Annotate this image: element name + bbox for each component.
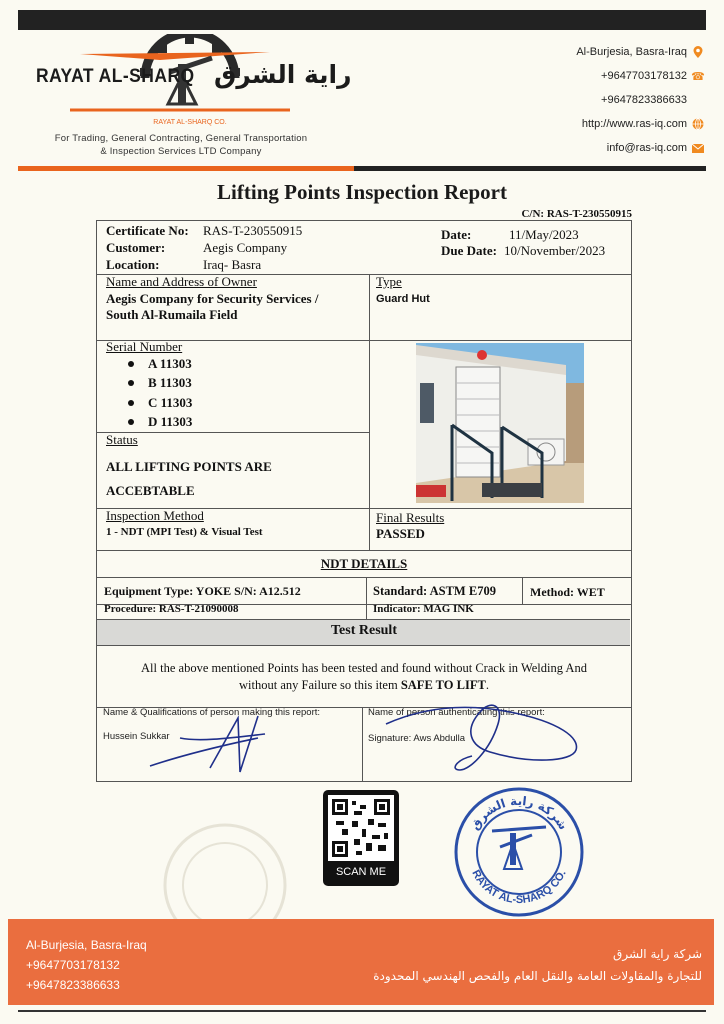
indicator: Indicator: MAG INK	[373, 603, 474, 615]
status-line-1: ALL LIFTING POINTS ARE	[106, 459, 272, 474]
contact-email[interactable]: info@ras-iq.com	[607, 142, 704, 154]
footer-phone-1[interactable]: +9647703178132	[26, 958, 120, 972]
certificate-label: Certificate No:	[106, 223, 189, 238]
authenticated-by-name: Signature: Aws Abdulla	[368, 733, 466, 744]
test-result-text: All the above mentioned Points has been tested and found without Crack in Welding And without any Failure so this item SAFE TO LIFT.	[141, 661, 587, 692]
final-results-value: PASSED	[376, 526, 425, 541]
date-value: 11/May/2023	[509, 227, 579, 242]
mail-icon	[692, 142, 704, 154]
brand-name-en: RAYAT AL-SHARQ	[36, 66, 195, 87]
ndt-method: Method: WET	[530, 585, 605, 599]
header-divider-dark	[354, 166, 706, 171]
type-value: Guard Hut	[376, 293, 430, 305]
contact-address: Al-Burjesia, Basra-Iraq	[576, 46, 704, 58]
brand-name-ar: راية الشرق	[214, 60, 352, 89]
serial-item: A 11303	[128, 356, 192, 372]
contact-phone-1[interactable]: +9647703178132 ☎	[601, 70, 705, 83]
owner-line-1: Aegis Company for Security Services /	[106, 291, 319, 306]
status-label: Status	[106, 432, 138, 447]
ndt-details-title: NDT DETAILS	[320, 556, 408, 571]
tagline-line-1: For Trading, General Contracting, General Transportation	[54, 133, 308, 144]
owner-label: Name and Address of Owner	[106, 274, 257, 289]
certificate-value: RAS-T-230550915	[203, 223, 303, 238]
safe-to-lift: SAFE TO LIFT	[400, 678, 486, 692]
top-bar	[18, 10, 706, 30]
footer-ar-line-1: شركة راية الشرق	[613, 947, 702, 961]
prepared-by-label: Name & Qualifications of person making this report:	[103, 707, 321, 718]
owner-line-2: South Al-Rumaila Field	[106, 307, 238, 322]
due-date-value: 10/November/2023	[504, 243, 606, 258]
test-result-title: Test Result	[331, 623, 397, 638]
header-divider-orange	[18, 166, 354, 171]
date-label: Date:	[441, 227, 472, 242]
company-tagline	[36, 132, 326, 158]
customer-value: Aegis Company	[203, 240, 288, 255]
stamp-text-ar: شركة راية الشرق	[467, 793, 571, 833]
scan-me-label: SCAN ME	[335, 866, 387, 878]
location-label: Location:	[106, 257, 160, 272]
company-stamp	[452, 785, 587, 920]
footer-ar-line-2: للتجارة والمقاولات العامة والنقل العام والفحص الهندسي المحدودة	[373, 969, 702, 983]
contact-website[interactable]: http://www.ras-iq.com	[582, 118, 704, 130]
serial-item: C 11303	[128, 395, 192, 411]
prepared-by-name: Hussein Sukkar	[103, 731, 170, 742]
footer-contact	[26, 935, 147, 995]
location-pin-icon	[692, 46, 704, 58]
procedure: Procedure: RAS-T-21090008	[104, 603, 239, 615]
serial-item: D 11303	[128, 414, 192, 430]
serial-item: B 11303	[128, 375, 192, 391]
status-line-2: ACCEBTABLE	[106, 483, 195, 498]
location-value: Iraq- Basra	[203, 257, 262, 272]
globe-icon	[692, 118, 704, 130]
footer-phone-2[interactable]: +9647823386633	[26, 978, 120, 992]
qr-code-card[interactable]	[323, 790, 399, 886]
svg-text:RAYAT AL-SHARQ CO.	[469, 868, 568, 906]
qr-code	[328, 795, 394, 861]
signature-left	[140, 708, 280, 778]
final-results-label: Final Results	[376, 510, 445, 525]
serial-label: Serial Number	[106, 339, 183, 354]
signature-right	[380, 690, 600, 780]
equipment-type: Equipment Type: YOKE S/N: A12.512	[104, 584, 301, 598]
customer-label: Customer:	[106, 240, 166, 255]
footer-address: Al-Burjesia, Basra-Iraq	[26, 938, 147, 952]
authenticated-by-label: Name of person authenticating this report:	[368, 707, 545, 718]
inspection-method-value: 1 - NDT (MPI Test) & Visual Test	[106, 526, 263, 538]
footer-bottom-line	[18, 1010, 706, 1012]
contact-phone-2[interactable]: +9647823386633	[601, 94, 687, 106]
svg-text:RAYAT AL-SHARQ CO.: RAYAT AL-SHARQ CO.	[153, 119, 227, 126]
due-date-label: Due Date:	[441, 243, 497, 258]
type-label: Type	[376, 274, 402, 289]
standard: Standard: ASTM E709	[373, 584, 496, 598]
tagline-line-2: & Inspection Services LTD Company	[100, 146, 262, 157]
cn-number: C/N: RAS-T-230550915	[521, 208, 632, 220]
footer-arabic	[373, 943, 702, 987]
inspection-method-label: Inspection Method	[106, 508, 204, 523]
stamp-text-en: RAYAT AL-SHARQ CO.	[469, 868, 569, 907]
report-title: Lifting Points Inspection Report	[217, 180, 507, 204]
guard-hut-photo	[416, 343, 584, 503]
phone-icon: ☎	[691, 70, 705, 83]
